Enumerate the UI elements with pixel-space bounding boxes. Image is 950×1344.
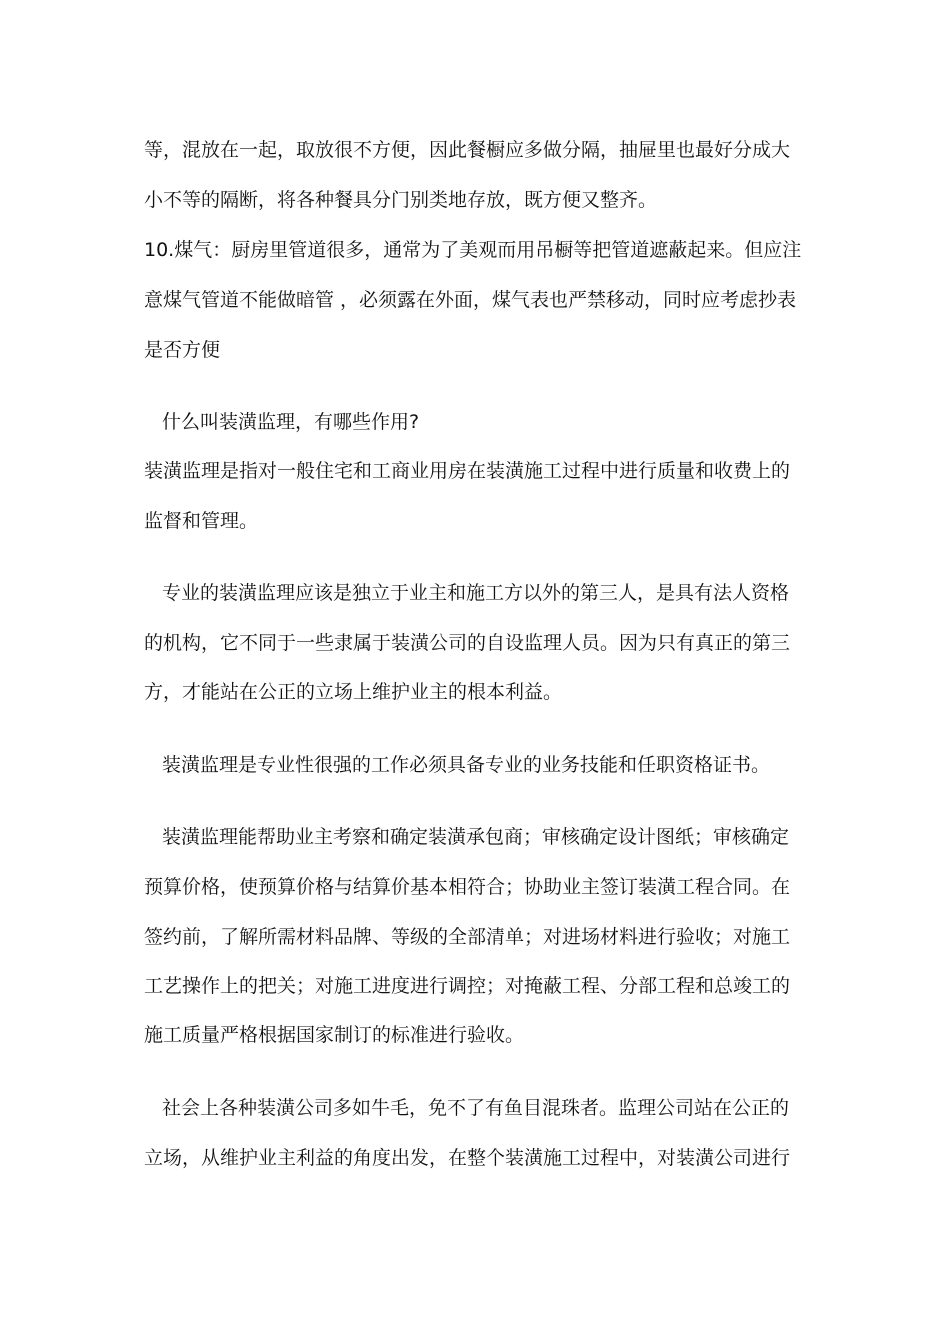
text-line: 预算价格，使预算价格与结算价基本相符合；协助业主签订装潢工程合同。在 [144,876,791,898]
text-line: 10.煤气：厨房里管道很多，通常为了美观而用吊橱等把管道遮蔽起来。但应注 [144,239,802,261]
text-line: 社会上各种装潢公司多如牛毛，免不了有鱼目混珠者。监理公司站在公正的 [162,1097,790,1119]
text-line: 装潢监理能帮助业主考察和确定装潢承包商；审核确定设计图纸；审核确定 [162,826,790,848]
text-line: 专业的装潢监理应该是独立于业主和施工方以外的第三人，是具有法人资格 [162,582,790,604]
text-line: 装潢监理是指对一般住宅和工商业用房在装潢施工过程中进行质量和收费上的 [144,460,791,482]
text-line: 方，才能站在公正的立场上维护业主的根本利益。 [144,681,563,703]
text-line: 意煤气管道不能做暗管 ，必须露在外面，煤气表也严禁移动，同时应考虑抄表 [144,289,797,311]
text-line: 等，混放在一起，取放很不方便，因此餐橱应多做分隔，抽屉里也最好分成大 [144,139,791,161]
text-line: 装潢监理是专业性很强的工作必须具备专业的业务技能和任职资格证书。 [162,754,771,776]
text-line: 监督和管理。 [144,510,259,532]
text-line: 是否方便 [144,339,221,361]
text-line: 施工质量严格根据国家制订的标准进行验收。 [144,1024,525,1046]
text-line: 小不等的隔断，将各种餐具分门别类地存放，既方便又整齐。 [144,189,658,211]
text-line: 签约前，了解所需材料品牌、等级的全部清单；对进场材料进行验收；对施工 [144,926,791,948]
text-line: 的机构，它不同于一些隶属于装潢公司的自设监理人员。因为只有真正的第三 [144,632,791,654]
text-line: 工艺操作上的把关；对施工进度进行调控；对掩蔽工程、分部工程和总竣工的 [144,975,791,997]
text-line: 立场，从维护业主利益的角度出发，在整个装潢施工过程中，对装潢公司进行 [144,1147,791,1169]
section-heading: 什么叫装潢监理，有哪些作用? [162,411,420,433]
